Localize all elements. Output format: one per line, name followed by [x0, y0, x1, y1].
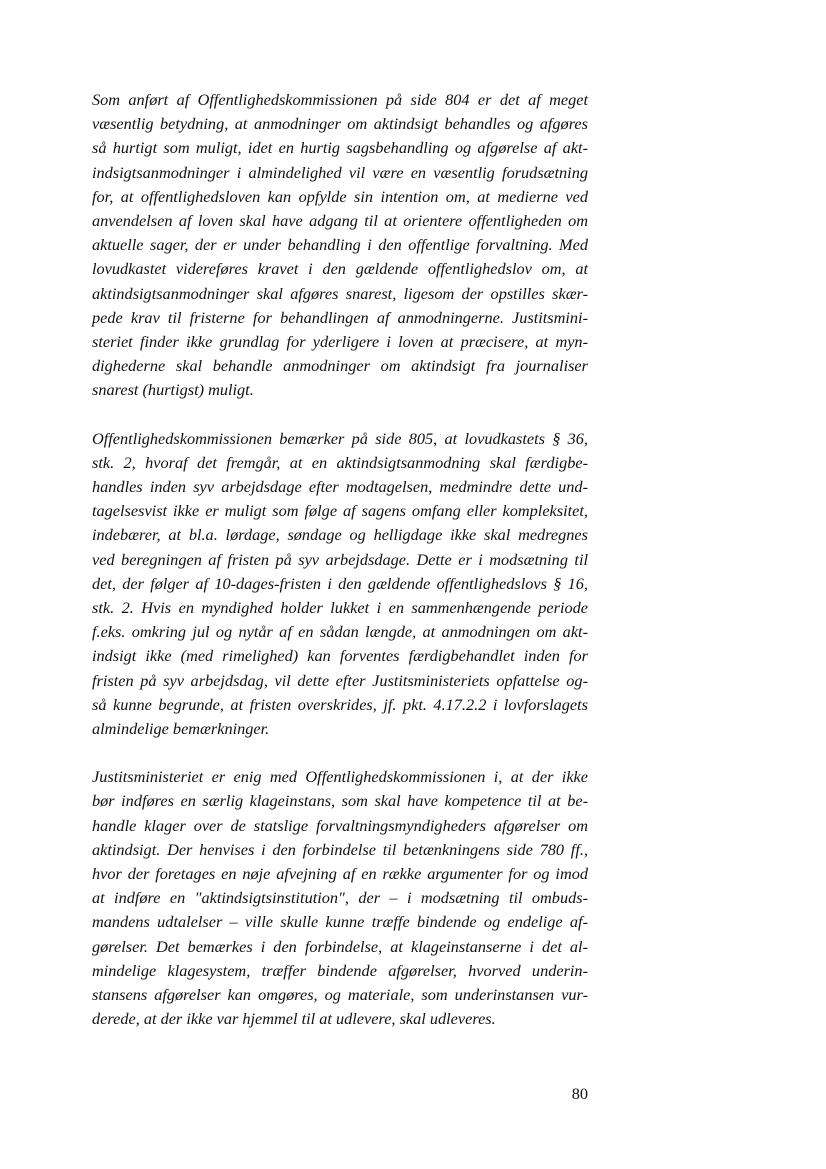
text-line: Offentlighedskommissionen bemærker på side 805, at lovudkastets § 36,	[92, 428, 588, 448]
text-line: så kunne begrunde, at fristen overskrides, jf. pkt. 4.17.2.2 i lovforslagets	[92, 694, 588, 714]
page-number: 80	[571, 1084, 588, 1103]
text-line: tagelsesvist ikke er muligt som følge af sagens omfang eller kompleksitet,	[92, 501, 588, 521]
text-line: stansens afgørelser kan omgøres, og materiale, som underinstansen vur-	[92, 984, 588, 1004]
paragraph-2	[92, 427, 588, 741]
text-line: dighederne skal behandle anmodninger om aktindsigt fra journaliser	[92, 356, 588, 376]
text-line: almindelige bemærkninger.	[92, 718, 270, 738]
text-line: anvendelsen af loven skal have adgang til at orientere offentligheden om	[92, 210, 588, 230]
text-line: ved beregningen af fristen på syv arbejdsdage. Dette er i modsætning til	[92, 549, 588, 569]
text-line: pede krav til fristerne for behandlingen af anmodningerne. Justitsmini-	[92, 307, 588, 327]
text-line: gørelser. Det bemærkes i den forbindelse, at klageinstanserne i det al-	[92, 936, 588, 956]
text-line: indebærer, at bl.a. lørdage, søndage og helligdage ikke skal medregnes	[92, 525, 588, 545]
text-line: lovudkastet videreføres kravet i den gældende offentlighedslov om, at	[92, 259, 588, 279]
paragraph-spacer	[92, 741, 588, 765]
body-text	[92, 88, 588, 1031]
text-line: bør indføres en særlig klageinstans, som skal have kompetence til at be-	[92, 791, 588, 811]
text-line: mindelige klagesystem, træffer bindende afgørelser, hvorved underin-	[92, 960, 588, 980]
text-line: derede, at der ikke var hjemmel til at udlevere, skal udleveres.	[92, 1009, 496, 1029]
text-line: stk. 2. Hvis en myndighed holder lukket i en sammenhængende periode	[92, 597, 588, 617]
text-line: væsentlig betydning, at anmodninger om aktindsigt behandles og afgøres	[92, 114, 588, 134]
text-line: handles inden syv arbejdsdage efter modtagelsen, medmindre dette und-	[92, 477, 588, 496]
text-line: aktindsigtsanmodninger skal afgøres snarest, ligesom der opstilles skær-	[92, 283, 588, 303]
paragraph-3	[92, 765, 588, 1031]
text-line: indsigt ikke (med rimelighed) kan forventes færdigbehandlet inden for	[92, 646, 588, 666]
text-line: aktuelle sager, der er under behandling i den offentlige forvaltning. Med	[92, 235, 588, 255]
text-line: for, at offentlighedsloven kan opfylde sin intention om, at medierne ved	[92, 186, 588, 206]
text-line: f.eks. omkring jul og nytår af en sådan længde, at anmodningen om akt-	[92, 622, 588, 642]
paragraph-spacer	[92, 402, 588, 426]
text-line: stk. 2, hvoraf det fremgår, at en aktindsigtsanmodning skal færdigbe-	[92, 452, 588, 472]
text-line: aktindsigt. Der henvises i den forbindelse til betænkningens side 780 ff.,	[92, 839, 588, 859]
text-line: handle klager over de statslige forvaltningsmyndigheders afgørelser om	[92, 815, 588, 835]
text-line: steriet finder ikke grundlag for yderligere i loven at præcisere, at myn-	[92, 331, 588, 351]
text-line: så hurtigt som muligt, idet en hurtig sagsbehandling og afgørelse af akt-	[92, 138, 588, 158]
text-line: hvor der foretages en nøje afvejning af en række argumenter for og imod	[92, 864, 588, 883]
text-line: mandens udtalelser – ville skulle kunne træffe bindende og endelige af-	[92, 912, 588, 932]
text-line: det, der følger af 10-dages-fristen i den gældende offentlighedslovs § 16,	[92, 573, 588, 593]
text-line: Justitsministeriet er enig med Offentlighedskommissionen i, at der ikke	[92, 767, 588, 787]
text-line: at indføre en "aktindsigtsinstitution", der – i modsætning til ombuds-	[92, 888, 588, 908]
text-line: fristen på syv arbejdsdag, vil dette efter Justitsministeriets opfattelse og-	[92, 670, 588, 690]
text-line: indsigtsanmodninger i almindelighed vil være en væsentlig forudsætning	[92, 162, 588, 182]
paragraph-1	[92, 88, 588, 402]
text-line: snarest (hurtigst) muligt.	[92, 380, 254, 400]
text-line: Som anført af Offentlighedskommissionen på side 804 er det af meget	[92, 90, 588, 109]
